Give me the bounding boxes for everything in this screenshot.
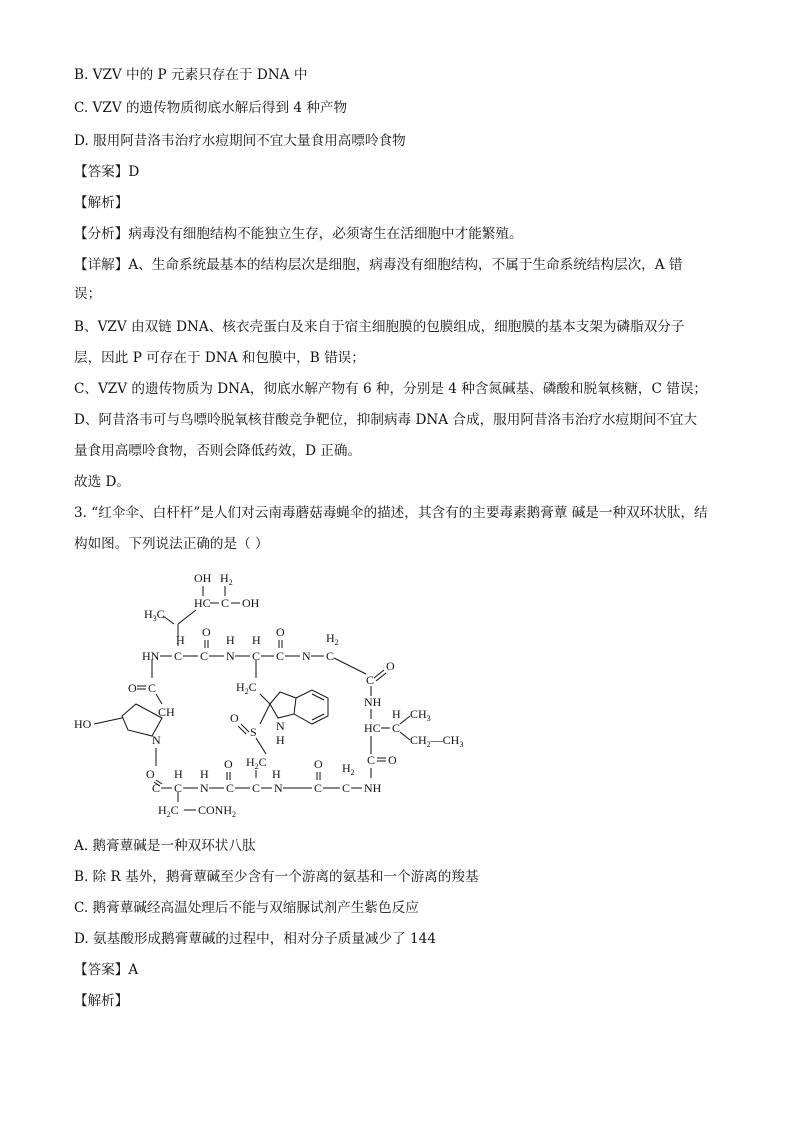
- label-nh-indole: N: [276, 719, 285, 733]
- label-o-b3: O: [314, 757, 323, 771]
- label-c-b5: C: [314, 781, 323, 795]
- label-o1: O: [202, 625, 211, 639]
- label-ho-left: HO: [74, 717, 92, 731]
- label-c-b4: C: [252, 781, 261, 795]
- q3-option-a: A. 鹅膏蕈碱是一种双环状八肽: [74, 838, 256, 854]
- label-h-ile: H: [392, 707, 401, 721]
- q3-stem-2: 构如图。下列说法正确的是（ ）: [74, 536, 269, 552]
- label-h-n3: H: [252, 633, 261, 647]
- label-h2c-asn: $H_2C$: [158, 803, 179, 819]
- label-s: S: [250, 725, 257, 739]
- label-h2-b: $H_2$: [342, 761, 355, 777]
- label-hn: HN: [142, 649, 160, 663]
- label-c-a3: C: [252, 649, 261, 663]
- q3-analysis-heading: 【解析】: [74, 993, 129, 1009]
- label-oh-end: OH: [242, 596, 260, 610]
- label-ch3-ile: $CH_3$: [410, 707, 431, 723]
- label-c-b1: C: [152, 781, 161, 795]
- label-h-n2: H: [226, 633, 235, 647]
- label-c-chain: C: [221, 596, 230, 610]
- q3-answer: 【答案】A: [74, 962, 139, 978]
- q2-xiangjie-c: C、VZV 的遗传物质为 DNA，彻底水解产物有 6 种，分别是 4 种含氮碱基、磷酸和脱氧核糖，C 错误；: [74, 381, 708, 397]
- q2-xiangjie-d-1: D、阿昔洛韦可与鸟嘌呤脱氧核苷酸竞争靶位，抑制病毒 DNA 合成，服用阿昔洛韦治疗水痘期间不宜大: [74, 412, 698, 428]
- label-c-a1: C: [174, 649, 183, 663]
- label-o3: O: [386, 659, 395, 673]
- label-nh-b: NH: [364, 781, 382, 795]
- label-hc-ile: HC: [364, 721, 381, 735]
- label-h-b3: H: [272, 767, 281, 781]
- label-h2-cys: $H_2C$: [246, 755, 267, 771]
- label-h2-gly: $H_2$: [326, 631, 339, 647]
- label-conh2: $CONH_2$: [198, 803, 237, 819]
- q2-xiangjie-b-1: B、VZV 由双链 DNA、核衣壳蛋白及来自于宿主细胞膜的包膜组成，细胞膜的基本支架为磷脂双分子: [74, 319, 685, 335]
- label-h-indole: H: [276, 733, 285, 747]
- label-c-a4: C: [276, 649, 285, 663]
- label-h-n1: H: [176, 633, 185, 647]
- label-n-a2: N: [302, 649, 311, 663]
- q2-option-d: D. 服用阿昔洛韦治疗水痘期间不宜大量食用高嘌呤食物: [74, 133, 406, 149]
- label-h2c-trp: $H_2C$: [236, 680, 257, 696]
- label-c-right2: C: [367, 753, 376, 767]
- label-hc-chain: HC: [194, 596, 211, 610]
- label-c-ile: C: [392, 721, 401, 735]
- q3-option-d: D. 氨基酸形成鹅膏蕈碱的过程中，相对分子质量减少了 144: [74, 931, 436, 947]
- label-ch-ring: CH: [158, 705, 175, 719]
- label-c-left: C: [148, 681, 157, 695]
- q2-answer: 【答案】D: [74, 164, 140, 180]
- label-o-c-left: O: [128, 681, 137, 695]
- label-h-b2: H: [200, 767, 209, 781]
- label-c-a2: C: [200, 649, 209, 663]
- label-n-b1: N: [200, 781, 209, 795]
- q3-stem-1: 3. “红伞伞、白杆杆”是人们对云南毒蘑菇毒蝇伞的描述，其含有的主要毒素鹅膏蕈 碱是一种双环状肽，结: [74, 505, 708, 521]
- q3-option-c: C. 鹅膏蕈碱经高温处理后不能与双缩脲试剂产生紫色反应: [74, 900, 419, 916]
- q3-option-b: B. 除 R 基外，鹅膏蕈碱至少含有一个游离的氨基和一个游离的羧基: [74, 869, 479, 885]
- label-c-b3: C: [226, 781, 235, 795]
- label-nh-right: NH: [364, 695, 382, 709]
- q2-option-b: B. VZV 中的 P 元素只存在于 DNA 中: [74, 67, 308, 83]
- label-n-a: N: [226, 649, 235, 663]
- label-c-a5: C: [326, 649, 335, 663]
- q2-fenxi: 【分析】病毒没有细胞结构不能独立生存，必须寄生在活细胞中才能繁殖。: [74, 226, 523, 242]
- label-c-a6: C: [366, 673, 375, 687]
- q2-xiangjie-a-1: 【详解】A、生命系统最基本的结构层次是细胞，病毒没有细胞结构，不属于生命系统结构层次，A 错: [74, 257, 683, 273]
- label-n-ring: N: [152, 733, 161, 747]
- label-o-sulfoxide: O: [230, 711, 239, 725]
- label-o-right2: O: [388, 753, 397, 767]
- amanitin-structure-diagram: [66, 566, 486, 826]
- label-h2-top: $H_2$: [220, 571, 233, 587]
- label-c-b2: C: [174, 781, 183, 795]
- q2-xiangjie-b-2: 层，因此 P 可存在于 DNA 和包膜中，B 错误；: [74, 350, 365, 366]
- label-ch2ch3: $CH_2—CH_3$: [410, 733, 464, 749]
- label-o-b2: O: [224, 757, 233, 771]
- label-n-b2: N: [274, 781, 283, 795]
- q2-xiangjie-d-2: 量食用高嘌呤食物，否则会降低药效，D 正确。: [74, 443, 362, 459]
- q2-analysis-heading: 【解析】: [74, 195, 129, 211]
- q2-option-c: C. VZV 的遗传物质彻底水解后得到 4 种产物: [74, 100, 348, 116]
- label-o2: O: [276, 625, 285, 639]
- label-o-b1: O: [146, 767, 155, 781]
- q2-xiangjie-a-2: 误；: [74, 286, 102, 302]
- label-h3c: $H_3C$: [144, 607, 165, 623]
- label-oh-top: OH: [194, 571, 212, 585]
- label-c-b6: C: [342, 781, 351, 795]
- label-h-b1: H: [174, 767, 183, 781]
- q2-conclusion: 故选 D。: [74, 474, 131, 490]
